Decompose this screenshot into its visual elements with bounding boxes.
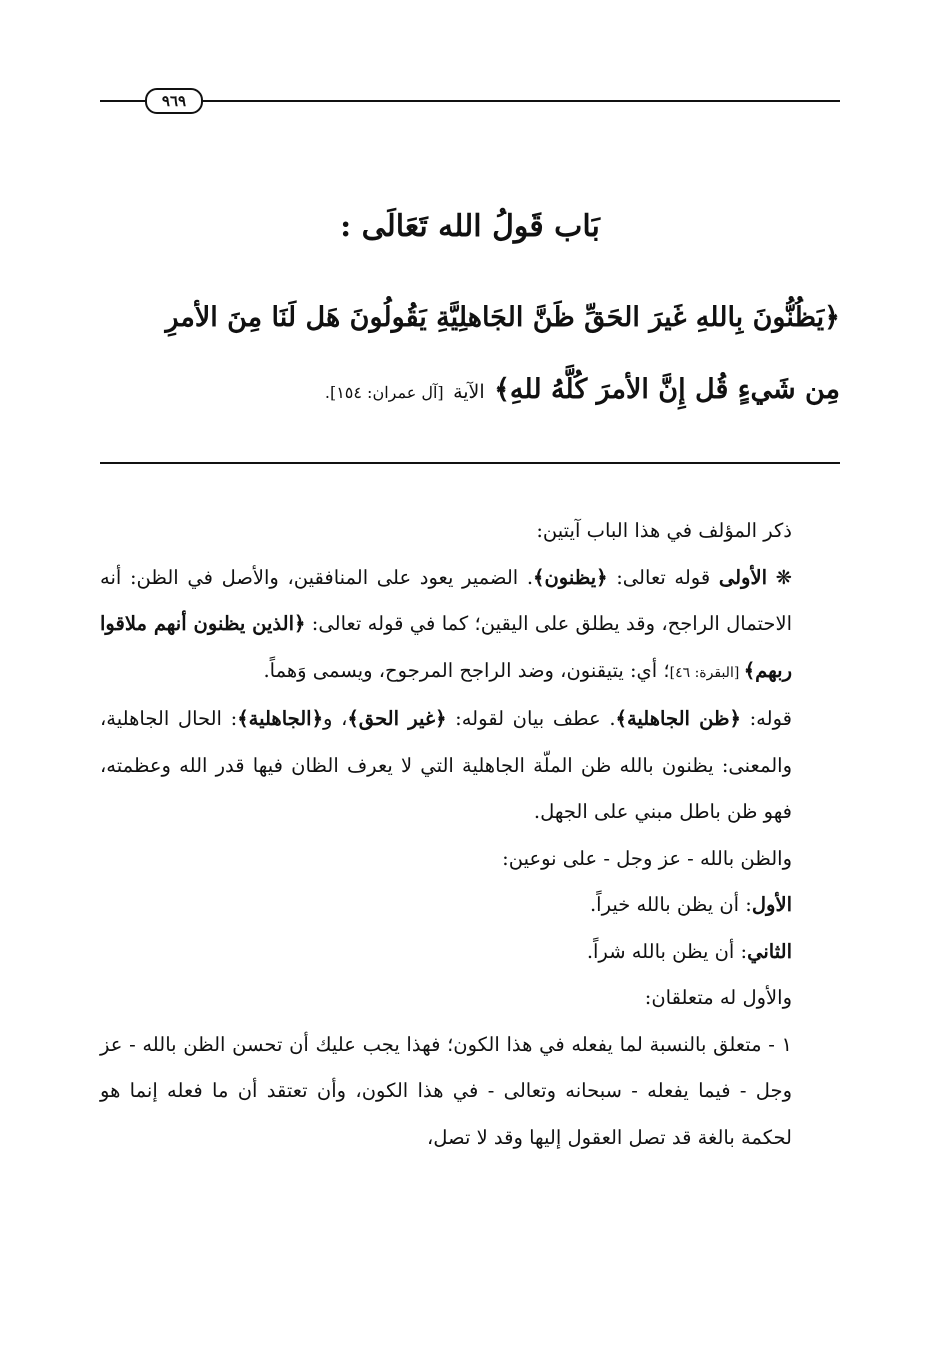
paragraph-two-types: والظن بالله - عز وجل - على نوعين: (502, 846, 792, 870)
text: قوله تعالى: (607, 565, 719, 589)
verse-reference: [البقرة: ٤٦] (669, 664, 744, 681)
quoted-verse: ﴿ظن الجاهلية﴾ (615, 707, 741, 730)
page-number: ٩٦٩ (145, 88, 203, 114)
quoted-verse: ﴿غير الحق﴾ (347, 707, 447, 730)
text: : أن يظن بالله شراً. (586, 939, 748, 963)
text: ؛ أي: يتيقنون، وضد الراجح المرجوح، ويسمى وَهماً. (263, 658, 670, 682)
quoted-verse: ﴿يظنون﴾ (533, 565, 608, 589)
bold-text: الأول (751, 893, 792, 916)
header-rule (100, 100, 840, 102)
aya-label: الآية (453, 381, 485, 403)
verse-line-2 (100, 366, 840, 417)
paragraph-second-type (100, 929, 840, 976)
text: . عطف بيان لقوله: (446, 707, 616, 730)
text: ، و (323, 707, 348, 730)
paragraph-two-aspects: والأول له متعلقان: (644, 986, 792, 1009)
bold-text: الثاني (747, 939, 792, 963)
bold-text: الأولى (718, 565, 768, 589)
text: : الحال الجاهلية، والمعنى: يظنون بالله ظن الملّة الجاهلية التي لا يعرف الظان فيها قدر الله وعظمته، فهو ظن باطل مبني على الجهل. (100, 707, 792, 823)
verse-text: مِن شَيءٍ قُل إِنَّ الأمرَ كُلَّهُ للهِ﴾ (494, 374, 840, 405)
verse-line-1: ﴿يَظُنُّونَ بِاللهِ غَيرَ الحَقِّ ظَنَّ الجَاهلِيَّةِ يَقُولُونَ هَل لَنَا مِنَ الأمرِ (165, 302, 840, 333)
star-marker: ❋ (775, 565, 792, 589)
section-rule (100, 462, 840, 464)
text: . الضمير يعود على المنافقين، والأصل في الظن: أنه الاحتمال الراجح، وقد يطلق على اليقين؛ كما في قوله تعالى: (100, 565, 792, 635)
text: : أن يظن بالله خيراً. (589, 893, 752, 916)
paragraph-first-verse (100, 555, 840, 697)
paragraph-first-type (100, 882, 840, 929)
paragraph-aspect-one: ١ - متعلق بالنسبة لما يفعله في هذا الكون؛ فهذا يجب عليك أن تحسن الظن بالله - عز وجل - فيما يفعله - سبحانه وتعالى - في هذا الكون، وأن تعتقد أن ما فعله إنما هو لحكمة بالغة قد تصل العقول إليها وقد لا تصل، (100, 1032, 792, 1149)
paragraph-intro: ذكر المؤلف في هذا الباب آيتين: (536, 519, 792, 542)
body-text (100, 508, 840, 1161)
chapter-title: بَاب قَولُ الله تَعَالَى : (340, 209, 600, 244)
text: قوله: (740, 707, 792, 730)
paragraph-jahiliyya (100, 696, 840, 836)
quoted-verse: ﴿الجاهلية﴾ (237, 707, 324, 730)
verse-reference: [آل عمران: ١٥٤]. (324, 383, 444, 402)
quoted-verse: ﴿الذين يظنون أنهم ملاقوا ربهم﴾ (100, 612, 792, 682)
